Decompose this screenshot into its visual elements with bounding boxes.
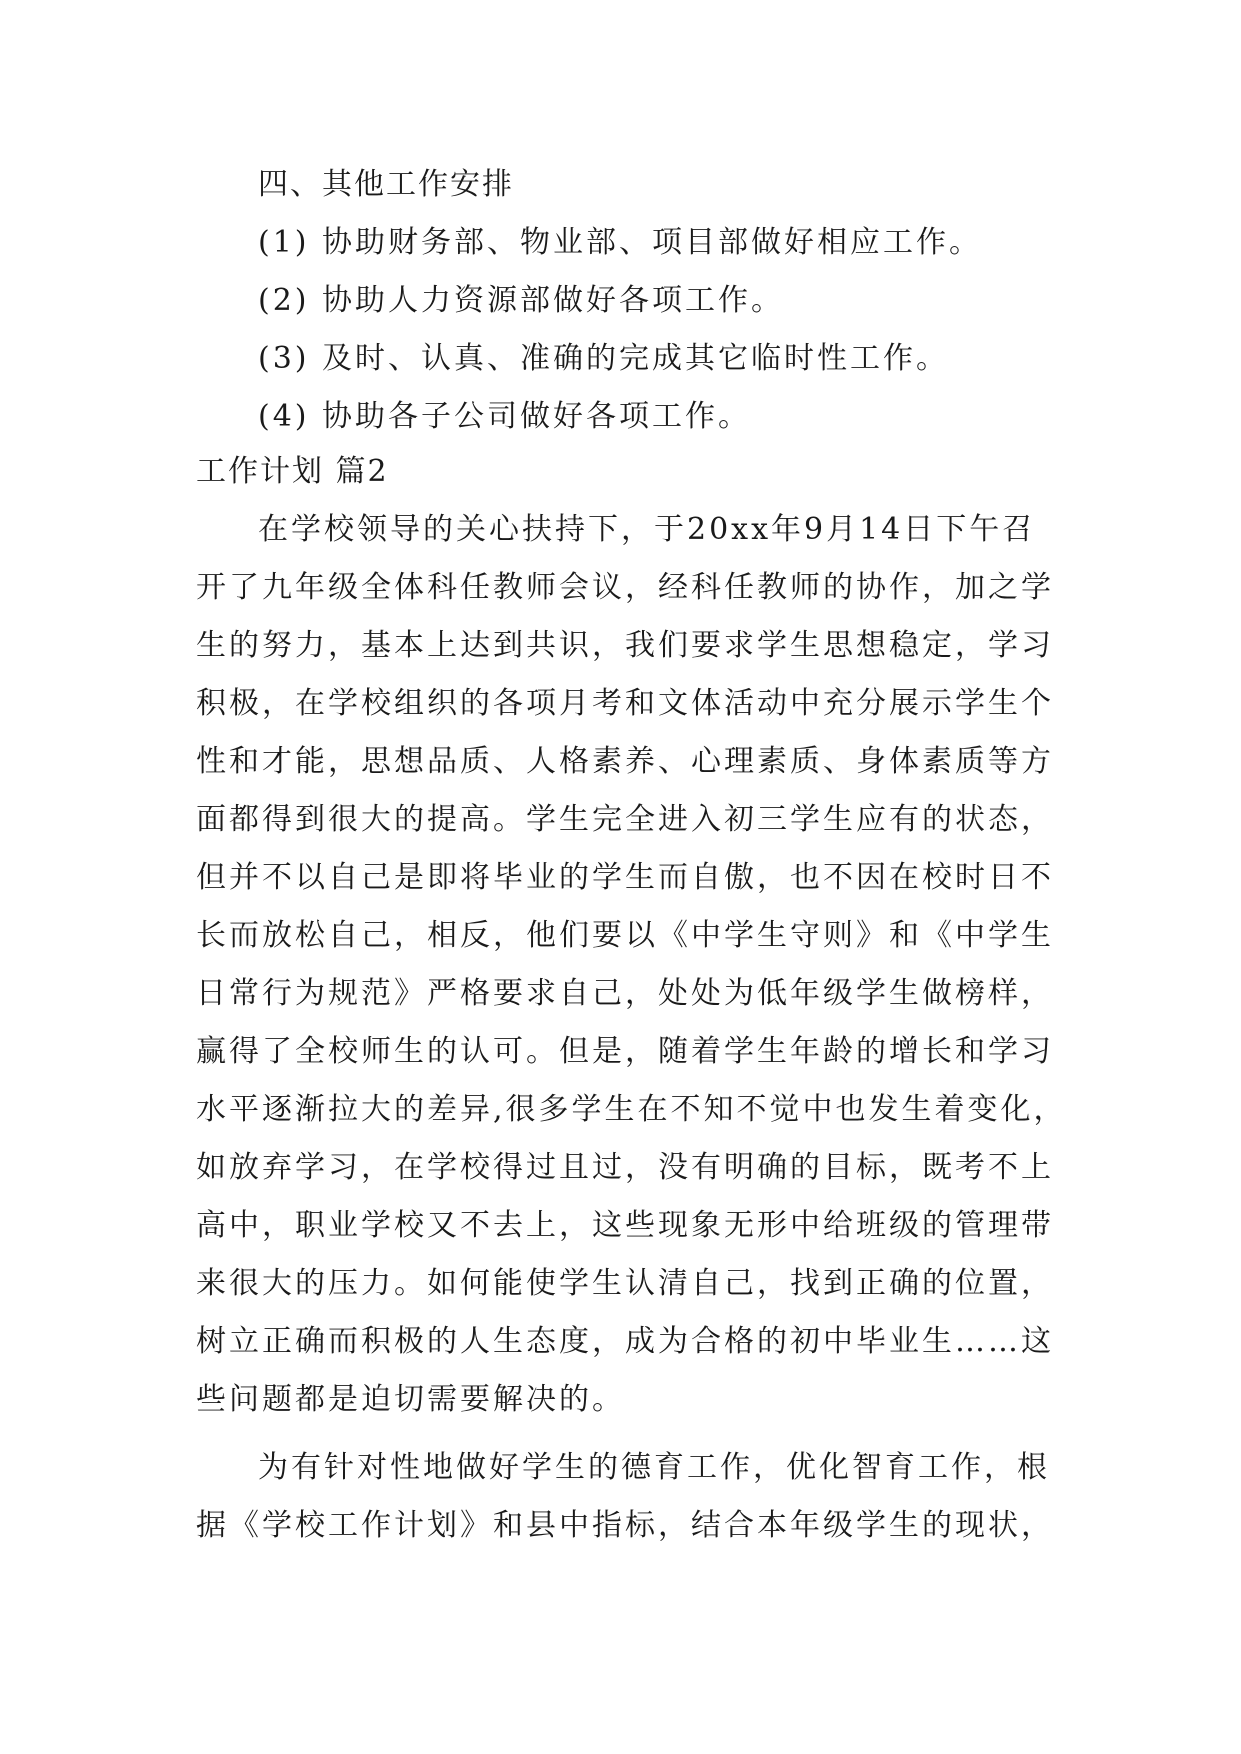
paragraph-line: 开了九年级全体科任教师会议，经科任教师的协作，加之学: [196, 570, 1054, 605]
paragraph-line: 但并不以自己是即将毕业的学生而自傲，也不因在校时日不: [196, 860, 1054, 895]
list-item: (4) 协助各子公司做好各项工作。: [258, 399, 752, 434]
paragraph-line: 些问题都是迫切需要解决的。: [196, 1382, 625, 1417]
paragraph-line: 据《学校工作计划》和县中指标，结合本年级学生的现状，: [196, 1508, 1054, 1543]
paragraph-line: 来很大的压力。如何能使学生认清自己，找到正确的位置，: [196, 1266, 1054, 1301]
paragraph-line: 水平逐渐拉大的差异,很多学生在不知不觉中也发生着变化，: [196, 1092, 1067, 1127]
section-four-title: 四、其他工作安排: [258, 167, 514, 202]
paragraph-line: 性和才能，思想品质、人格素养、心理素质、身体素质等方: [196, 744, 1054, 779]
paragraph-line: 为有针对性地做好学生的德育工作，优化智育工作，根: [258, 1450, 1050, 1485]
paragraph-line: 如放弃学习，在学校得过且过，没有明确的目标，既考不上: [196, 1150, 1054, 1185]
paragraph-line: 在学校领导的关心扶持下，于20xx年9月14日下午召: [258, 512, 1036, 547]
paragraph-line: 日常行为规范》严格要求自己，处处为低年级学生做榜样，: [196, 976, 1054, 1011]
section-heading: 工作计划 篇2: [196, 454, 389, 489]
paragraph-line: 积极，在学校组织的各项月考和文体活动中充分展示学生个: [196, 686, 1054, 721]
list-item: (1) 协助财务部、物业部、项目部做好相应工作。: [258, 225, 983, 260]
list-item: (3) 及时、认真、准确的完成其它临时性工作。: [258, 341, 950, 376]
paragraph-line: 长而放松自己，相反，他们要以《中学生守则》和《中学生: [196, 918, 1054, 953]
paragraph-line: 树立正确而积极的人生态度，成为合格的初中毕业生……这: [196, 1324, 1054, 1359]
paragraph-line: 面都得到很大的提高。学生完全进入初三学生应有的状态，: [196, 802, 1054, 837]
paragraph-line: 生的努力，基本上达到共识，我们要求学生思想稳定，学习: [196, 628, 1054, 663]
paragraph-line: 高中，职业学校又不去上，这些现象无形中给班级的管理带: [196, 1208, 1054, 1243]
list-item: (2) 协助人力资源部做好各项工作。: [258, 283, 785, 318]
paragraph-line: 赢得了全校师生的认可。但是，随着学生年龄的增长和学习: [196, 1034, 1054, 1069]
